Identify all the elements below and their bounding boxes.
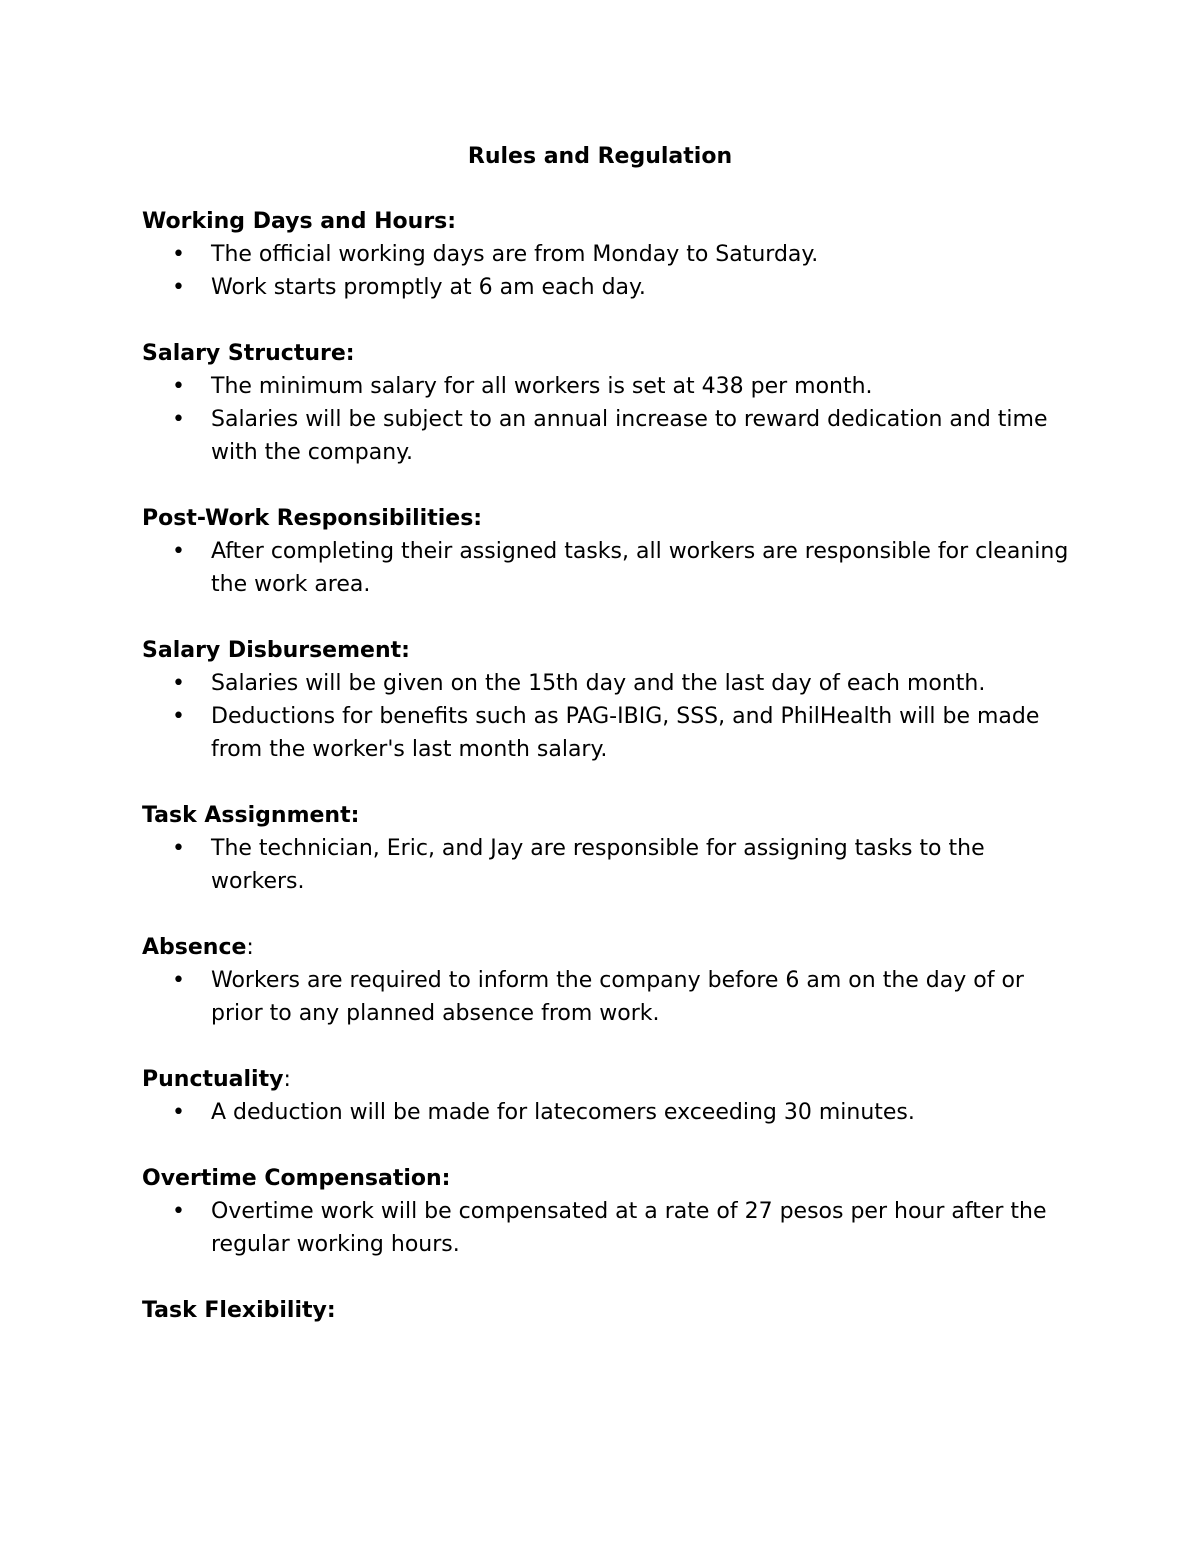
bullet-item: • The official working days are from Monday to Saturday. — [142, 238, 1082, 271]
section-heading — [142, 799, 1082, 832]
section-heading-label: Overtime Compensation — [142, 1166, 442, 1191]
bullet-item: • Work starts promptly at 6 am each day. — [142, 271, 1082, 304]
bullet-item: • Deductions for benefits such as PAG-IBIG, SSS, and PhilHealth will be made from the worker's last month salary. — [142, 700, 1082, 766]
section-heading-label: Salary Disbursement — [142, 638, 402, 663]
section-heading-colon: : — [246, 935, 254, 960]
section-heading — [142, 931, 1082, 964]
section-heading-label: Task Assignment — [142, 803, 351, 828]
section — [142, 799, 1082, 898]
section-heading-colon: : — [326, 1298, 336, 1323]
bullet-item: • Workers are required to inform the company before 6 am on the day of or prior to any planned absence from work. — [142, 964, 1082, 1030]
bullet-list — [142, 238, 1082, 304]
bullet-item: • A deduction will be made for latecomers exceeding 30 minutes. — [142, 1096, 1082, 1129]
sections-container — [142, 205, 1082, 1360]
page-title: Rules and Regulation — [467, 144, 733, 169]
section-heading-label: Salary Structure — [142, 341, 346, 366]
section-heading — [142, 205, 1082, 238]
bullet-list — [142, 535, 1082, 601]
section — [142, 634, 1082, 766]
section-heading — [142, 502, 1082, 535]
section-heading-label: Post-Work Responsibilities — [142, 506, 474, 531]
section-heading-colon: : — [350, 803, 360, 828]
section-heading-label: Task Flexibility — [142, 1298, 327, 1323]
section-heading — [142, 1294, 1082, 1327]
bullet-list — [142, 667, 1082, 766]
section-heading-colon: : — [447, 209, 457, 234]
section-heading — [142, 1162, 1082, 1195]
bullet-item: • After completing their assigned tasks, all workers are responsible for cleaning the work area. — [142, 535, 1082, 601]
section — [142, 502, 1082, 601]
section-heading — [142, 337, 1082, 370]
bullet-item: • Salaries will be subject to an annual increase to reward dedication and time with the company. — [142, 403, 1082, 469]
section-heading-label: Absence — [142, 935, 247, 960]
section-heading-colon: : — [441, 1166, 451, 1191]
bullet-list — [142, 964, 1082, 1030]
section-heading-label: Working Days and Hours — [142, 209, 448, 234]
section-heading-colon: : — [473, 506, 483, 531]
section-heading-colon: : — [283, 1067, 291, 1092]
bullet-list — [142, 1096, 1082, 1129]
section — [142, 205, 1082, 304]
section-heading — [142, 634, 1082, 667]
bullet-item: • The technician, Eric, and Jay are responsible for assigning tasks to the workers. — [142, 832, 1082, 898]
bullet-list — [142, 832, 1082, 898]
section — [142, 931, 1082, 1030]
section-heading-label: Punctuality — [142, 1067, 284, 1092]
bullet-list — [142, 1195, 1082, 1261]
bullet-item: • The minimum salary for all workers is set at 438 per month. — [142, 370, 1082, 403]
section — [142, 1063, 1082, 1129]
section — [142, 1294, 1082, 1327]
bullet-list — [142, 370, 1082, 469]
bullet-item: • Overtime work will be compensated at a rate of 27 pesos per hour after the regular working hours. — [142, 1195, 1082, 1261]
section-heading-colon: : — [345, 341, 355, 366]
bullet-item: • Salaries will be given on the 15th day and the last day of each month. — [142, 667, 1082, 700]
section-heading — [142, 1063, 1082, 1096]
section — [142, 1162, 1082, 1261]
section — [142, 337, 1082, 469]
section-heading-colon: : — [401, 638, 410, 663]
